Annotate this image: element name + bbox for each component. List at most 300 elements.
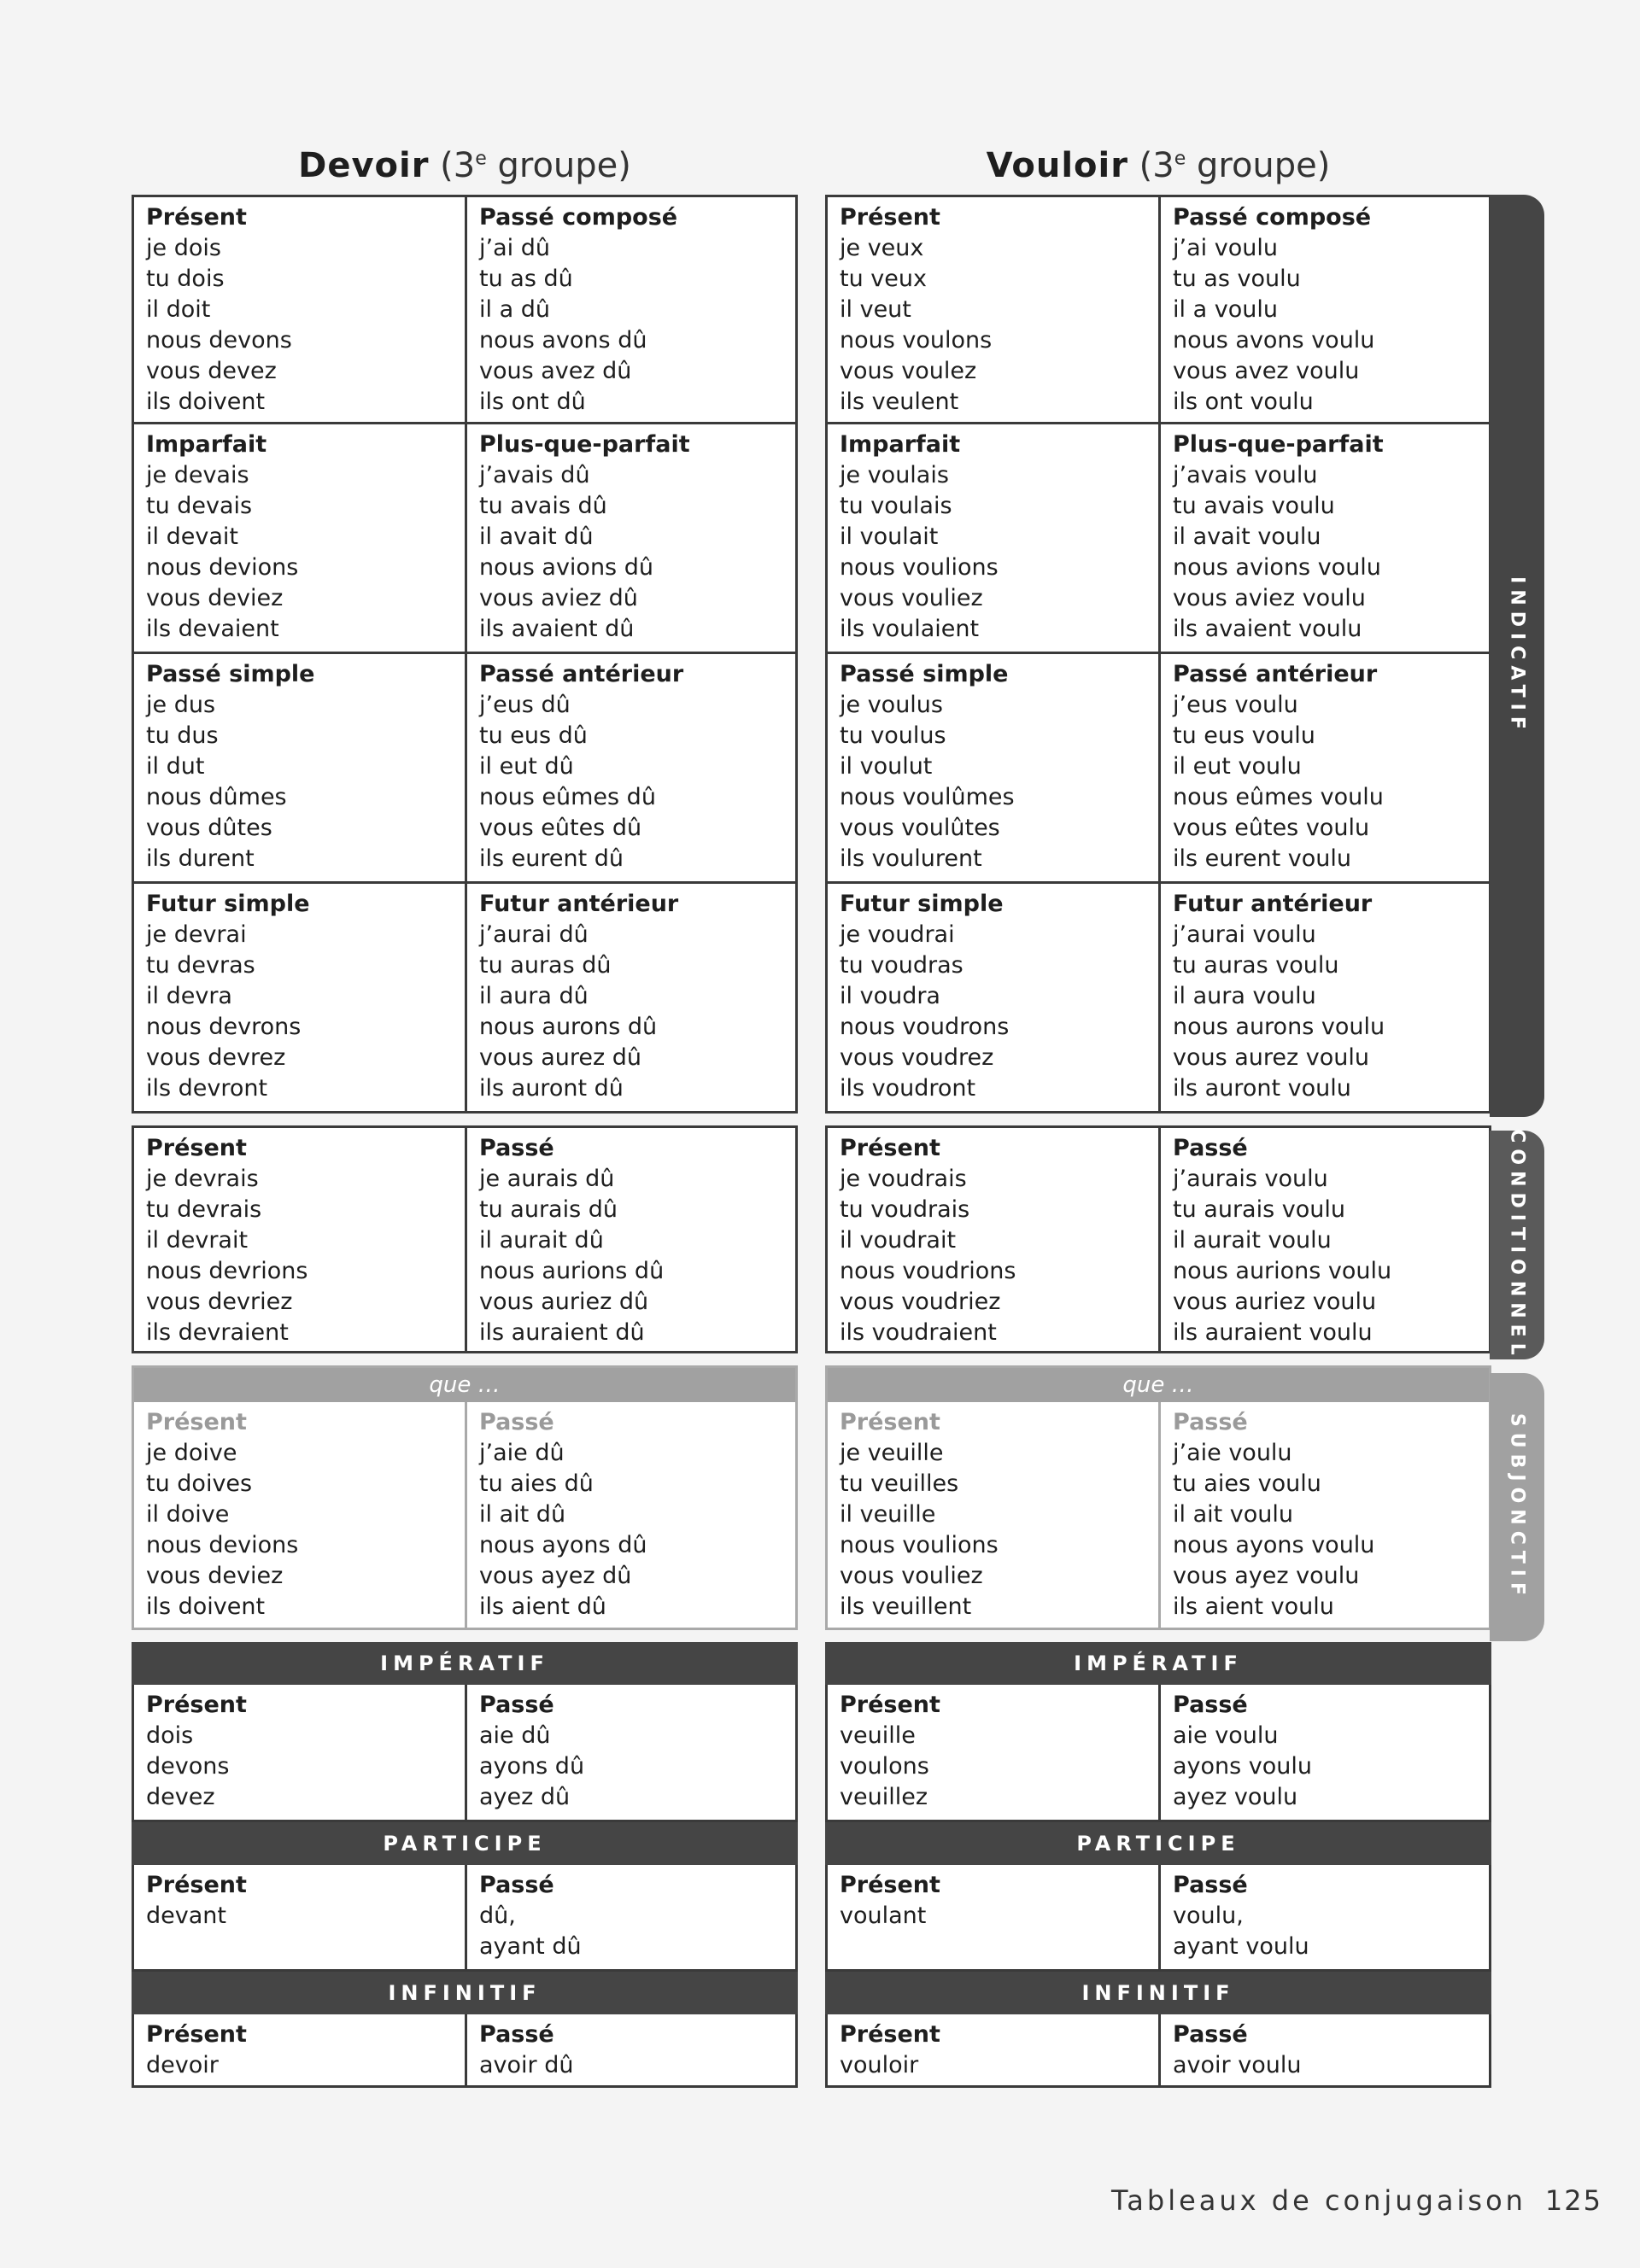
- tense-cell: [1158, 1402, 1489, 1628]
- conjugated-form: ils veuillent: [840, 1593, 972, 1620]
- tense-row: [134, 2014, 795, 2085]
- tense-name: Passé: [1173, 1409, 1248, 1435]
- tense-row: [134, 881, 795, 1111]
- que-header: que …: [828, 1368, 1489, 1402]
- imperatif-header: IMPÉRATIF: [132, 1642, 798, 1685]
- tense-row: [828, 1685, 1489, 1820]
- tense-name: Passé: [479, 1692, 554, 1718]
- tense-cell: [1158, 884, 1489, 1111]
- conjugated-form: ils devraient: [146, 1319, 289, 1346]
- tense-row: [828, 2014, 1489, 2085]
- tense-cell: [465, 424, 795, 652]
- tense-cell: [465, 1128, 795, 1351]
- tense-cell: [828, 1402, 1158, 1628]
- conjugated-form: il a voulu: [1173, 296, 1278, 323]
- page-number: 125: [1544, 2184, 1602, 2217]
- conjugated-form: vous eûtes voulu: [1173, 815, 1370, 841]
- tense-name: Présent: [146, 2021, 247, 2048]
- spacer: [132, 1114, 798, 1125]
- conjugated-form: il aura dû: [479, 983, 589, 1009]
- conjugated-form: nous dûmes: [146, 784, 287, 810]
- conjugated-form: voulu,: [1173, 1903, 1244, 1929]
- conjugated-form: il eut voulu: [1173, 753, 1302, 780]
- tense-row: [134, 1402, 795, 1628]
- tense-row: [828, 1128, 1489, 1351]
- tense-cell: [1158, 654, 1489, 881]
- conjugated-form: ils auraient voulu: [1173, 1319, 1373, 1346]
- spacer: [132, 1630, 798, 1642]
- conjugated-form: vous aurez dû: [479, 1044, 642, 1071]
- conjugated-form: j’aurai dû: [479, 921, 589, 948]
- conjugated-form: ils devront: [146, 1075, 268, 1102]
- conjugated-form: il veuille: [840, 1501, 936, 1528]
- conjugated-form: tu aurais dû: [479, 1196, 618, 1223]
- tense-cell: [134, 1402, 465, 1628]
- tense-name: Présent: [840, 1135, 940, 1161]
- conjugated-form: tu aies dû: [479, 1470, 594, 1497]
- conjugated-form: je dois: [146, 235, 221, 261]
- conjugated-form: nous voudrons: [840, 1014, 1010, 1040]
- group-suffix: groupe): [486, 146, 631, 185]
- conjugated-form: vous voulûtes: [840, 815, 1000, 841]
- tense-cell: [465, 1685, 795, 1820]
- verb-name: Vouloir: [986, 146, 1128, 185]
- conjugated-form: nous eûmes dû: [479, 784, 656, 810]
- conjugated-form: je veuille: [840, 1440, 944, 1466]
- conjugated-form: ils devaient: [146, 616, 279, 642]
- tab-conditionnel: [1490, 1131, 1544, 1359]
- que-header: que …: [134, 1368, 795, 1402]
- spacer: [132, 1353, 798, 1365]
- tense-name: Futur simple: [840, 891, 1004, 917]
- conjugated-form: il ait dû: [479, 1501, 566, 1528]
- tense-row: [134, 1685, 795, 1820]
- tense-name: Futur simple: [146, 891, 310, 917]
- conjugated-form: nous aurons dû: [479, 1014, 658, 1040]
- spacer: [825, 1114, 1491, 1125]
- verb-table-vouloir: [825, 137, 1491, 2088]
- conjugated-form: aie voulu: [1173, 1722, 1279, 1749]
- participe-header: PARTICIPE: [132, 1822, 798, 1865]
- conjugated-form: tu as dû: [479, 266, 573, 292]
- tense-name: Passé composé: [479, 204, 678, 231]
- conditionnel-table: [825, 1125, 1491, 1353]
- conjugated-form: ayant voulu: [1173, 1933, 1309, 1960]
- tense-cell: [1158, 1865, 1489, 1969]
- conjugated-form: tu veux: [840, 266, 927, 292]
- conjugated-form: nous eûmes voulu: [1173, 784, 1384, 810]
- conjugated-form: veuillez: [840, 1784, 928, 1810]
- spacer: [825, 1630, 1491, 1642]
- conjugated-form: il doit: [146, 296, 211, 323]
- conjugated-form: vous voudriez: [840, 1289, 1001, 1315]
- conjugated-form: tu dus: [146, 722, 219, 749]
- conjugated-form: il devait: [146, 523, 238, 550]
- infinitif-header: INFINITIF: [132, 1972, 798, 2014]
- conjugated-form: nous devions: [146, 554, 299, 581]
- conjugated-form: ils ont voulu: [1173, 389, 1314, 415]
- conjugated-form: j’aurai voulu: [1173, 921, 1316, 948]
- tense-row: [828, 422, 1489, 652]
- verb-title: [825, 137, 1491, 195]
- tense-cell: [134, 654, 465, 881]
- conjugated-form: tu voulais: [840, 493, 952, 519]
- conjugated-form: nous devons: [146, 327, 292, 354]
- conjugated-form: tu devras: [146, 952, 255, 979]
- conjugated-form: je veux: [840, 235, 924, 261]
- conjugated-form: il aura voulu: [1173, 983, 1316, 1009]
- group-prefix: (3: [440, 146, 476, 185]
- tense-name: Passé simple: [146, 661, 315, 687]
- infinitif-table: [825, 2014, 1491, 2088]
- conjugated-form: vous vouliez: [840, 585, 983, 611]
- tense-name: Présent: [840, 1692, 940, 1718]
- conjugated-form: nous voulûmes: [840, 784, 1015, 810]
- conjugated-form: dû,: [479, 1903, 516, 1929]
- tense-name: Présent: [146, 1692, 247, 1718]
- conjugated-form: dois: [146, 1722, 194, 1749]
- conjugated-form: j’eus voulu: [1173, 692, 1298, 718]
- page-footer: [1111, 2184, 1602, 2217]
- conjugated-form: devons: [146, 1753, 230, 1780]
- imperatif-header: IMPÉRATIF: [825, 1642, 1491, 1685]
- conjugated-form: vous devriez: [146, 1289, 293, 1315]
- conjugated-form: vous auriez dû: [479, 1289, 649, 1315]
- conjugated-form: tu aies voulu: [1173, 1470, 1321, 1497]
- tense-row: [828, 881, 1489, 1111]
- conjugated-form: ils eurent dû: [479, 845, 624, 872]
- conjugated-form: je devais: [146, 462, 249, 488]
- tense-name: Passé: [479, 1135, 554, 1161]
- conjugated-form: ils auraient dû: [479, 1319, 645, 1346]
- conjugated-form: vous devez: [146, 358, 277, 384]
- conjugated-form: il voudra: [840, 983, 940, 1009]
- tense-name: Présent: [146, 1872, 247, 1898]
- tense-cell: [828, 1685, 1158, 1820]
- tense-row: [134, 422, 795, 652]
- conjugated-form: il ait voulu: [1173, 1501, 1294, 1528]
- tense-row: [134, 197, 795, 422]
- tense-name: Présent: [840, 2021, 940, 2048]
- conjugated-form: aie dû: [479, 1722, 551, 1749]
- footer-section-title: Tableaux de conjugaison: [1111, 2184, 1526, 2217]
- conjugated-form: je devrai: [146, 921, 247, 948]
- conjugated-form: il avait dû: [479, 523, 594, 550]
- conjugated-form: tu auras voulu: [1173, 952, 1339, 979]
- conjugated-form: je voudrais: [840, 1166, 967, 1192]
- conjugated-form: ils voudraient: [840, 1319, 997, 1346]
- tense-row: [828, 197, 1489, 422]
- tense-cell: [465, 884, 795, 1111]
- group-suffix: groupe): [1186, 146, 1331, 185]
- conjugated-form: j’ai voulu: [1173, 235, 1278, 261]
- conjugated-form: j’ai dû: [479, 235, 550, 261]
- verb-name: Devoir: [298, 146, 430, 185]
- conjugated-form: vous aviez dû: [479, 585, 638, 611]
- conjugated-form: nous devions: [146, 1532, 299, 1558]
- tense-cell: [1158, 2014, 1489, 2085]
- conjugated-form: vous deviez: [146, 1563, 284, 1589]
- conjugated-form: j’aie voulu: [1173, 1440, 1292, 1466]
- conjugated-form: il voulut: [840, 753, 933, 780]
- conjugated-form: tu voudras: [840, 952, 964, 979]
- conjugated-form: tu as voulu: [1173, 266, 1301, 292]
- tense-cell: [465, 197, 795, 422]
- conjugated-form: j’avais dû: [479, 462, 590, 488]
- conjugated-form: nous avions voulu: [1173, 554, 1381, 581]
- tense-cell: [134, 1865, 465, 1969]
- verb-group: [440, 146, 631, 185]
- conjugated-form: tu dois: [146, 266, 225, 292]
- conjugated-form: ils doivent: [146, 1593, 266, 1620]
- participe-header: PARTICIPE: [825, 1822, 1491, 1865]
- conjugated-form: vous vouliez: [840, 1563, 983, 1589]
- conjugated-form: nous voulons: [840, 327, 993, 354]
- tense-name: Passé: [479, 1409, 554, 1435]
- conjugated-form: je voudrai: [840, 921, 955, 948]
- conjugated-form: nous aurons voulu: [1173, 1014, 1385, 1040]
- tense-name: Présent: [146, 1409, 247, 1435]
- tense-row: [828, 1402, 1489, 1628]
- conjugated-form: nous avons dû: [479, 327, 647, 354]
- conjugated-form: nous voulions: [840, 1532, 999, 1558]
- tense-name: Présent: [840, 1409, 940, 1435]
- conjugated-form: il eut dû: [479, 753, 574, 780]
- conjugated-form: il voudrait: [840, 1227, 957, 1254]
- conjugated-form: vous eûtes dû: [479, 815, 642, 841]
- conjugated-form: il aurait voulu: [1173, 1227, 1332, 1254]
- conjugated-form: ayant dû: [479, 1933, 582, 1960]
- conjugated-form: ils eurent voulu: [1173, 845, 1351, 872]
- conjugated-form: vous aviez voulu: [1173, 585, 1366, 611]
- tense-row: [828, 1865, 1489, 1969]
- tab-indicatif: [1490, 195, 1544, 1117]
- conjugated-form: il aurait dû: [479, 1227, 604, 1254]
- tense-cell: [828, 1128, 1158, 1351]
- conjugated-form: nous devrions: [146, 1258, 308, 1284]
- conjugated-form: vous deviez: [146, 585, 284, 611]
- conjugated-form: tu doives: [146, 1470, 253, 1497]
- conjugated-form: vous auriez voulu: [1173, 1289, 1377, 1315]
- conjugated-form: nous ayons dû: [479, 1532, 647, 1558]
- tense-row: [828, 652, 1489, 881]
- tense-cell: [134, 424, 465, 652]
- conjugated-form: tu avais voulu: [1173, 493, 1335, 519]
- tense-name: Imparfait: [146, 431, 267, 458]
- conjugated-form: il dut: [146, 753, 205, 780]
- tab-subjonctif: [1490, 1373, 1544, 1641]
- conjugated-form: tu voudrais: [840, 1196, 970, 1223]
- conjugated-form: vous ayez voulu: [1173, 1563, 1360, 1589]
- tense-cell: [465, 1865, 795, 1969]
- conjugated-form: vous ayez dû: [479, 1563, 632, 1589]
- tense-name: Passé: [1173, 1135, 1248, 1161]
- tense-name: Présent: [146, 204, 247, 231]
- conjugated-form: ils aient voulu: [1173, 1593, 1334, 1620]
- conjugated-form: ils aient dû: [479, 1593, 606, 1620]
- tense-name: Plus-que-parfait: [1173, 431, 1384, 458]
- participe-table: [132, 1865, 798, 1972]
- tense-cell: [465, 2014, 795, 2085]
- conjugated-form: je voulus: [840, 692, 943, 718]
- conjugated-form: il avait voulu: [1173, 523, 1321, 550]
- imperatif-table: [825, 1685, 1491, 1822]
- tense-name: Passé: [1173, 1692, 1248, 1718]
- conjugated-form: j’eus dû: [479, 692, 571, 718]
- conjugated-form: ayez dû: [479, 1784, 571, 1810]
- tense-row: [134, 1128, 795, 1351]
- tense-name: Présent: [146, 1135, 247, 1161]
- tense-cell: [134, 2014, 465, 2085]
- conjugated-form: je aurais dû: [479, 1166, 615, 1192]
- conjugated-form: je devrais: [146, 1166, 259, 1192]
- conjugated-form: ils voudront: [840, 1075, 976, 1102]
- conjugated-form: nous aurions dû: [479, 1258, 665, 1284]
- conjugated-form: ils ont dû: [479, 389, 586, 415]
- tense-cell: [134, 1128, 465, 1351]
- tense-name: Passé composé: [1173, 204, 1372, 231]
- conjugated-form: il doive: [146, 1501, 230, 1528]
- tense-cell: [465, 1402, 795, 1628]
- conjugated-form: j’aie dû: [479, 1440, 565, 1466]
- tense-cell: [828, 424, 1158, 652]
- conjugated-form: vous voudrez: [840, 1044, 994, 1071]
- tense-name: Passé: [1173, 1872, 1248, 1898]
- conjugated-form: tu eus voulu: [1173, 722, 1315, 749]
- infinitif-header: INFINITIF: [825, 1972, 1491, 2014]
- conjugated-form: j’aurais voulu: [1173, 1166, 1328, 1192]
- conjugated-form: il devrait: [146, 1227, 249, 1254]
- conjugated-form: ayez voulu: [1173, 1784, 1298, 1810]
- tense-name: Futur antérieur: [479, 891, 679, 917]
- conjugated-form: devoir: [146, 2052, 219, 2078]
- conjugated-form: voulons: [840, 1753, 929, 1780]
- conjugated-form: ils veulent: [840, 389, 959, 415]
- tense-row: [134, 652, 795, 881]
- conjugated-form: vous aurez voulu: [1173, 1044, 1370, 1071]
- conjugated-form: voulant: [840, 1903, 927, 1929]
- conjugated-form: ayons voulu: [1173, 1753, 1313, 1780]
- subjonctif-table: [825, 1365, 1491, 1630]
- group-prefix: (3: [1139, 146, 1174, 185]
- indicatif-table: [132, 195, 798, 1114]
- conjugated-form: nous devrons: [146, 1014, 302, 1040]
- conjugated-form: je dus: [146, 692, 216, 718]
- imperatif-table: [132, 1685, 798, 1822]
- conjugated-form: il a dû: [479, 296, 550, 323]
- conjugated-form: veuille: [840, 1722, 916, 1749]
- tab-subjonctif-label: SUBJONCTIF: [1506, 1412, 1528, 1602]
- conjugated-form: je voulais: [840, 462, 949, 488]
- tense-name: Présent: [840, 1872, 940, 1898]
- conjugated-form: tu veuilles: [840, 1470, 959, 1497]
- conjugated-form: vous voulez: [840, 358, 977, 384]
- tense-cell: [134, 1685, 465, 1820]
- conjugated-form: ils voulurent: [840, 845, 982, 872]
- tense-cell: [1158, 197, 1489, 422]
- conjugated-form: tu devais: [146, 493, 253, 519]
- conjugated-form: il devra: [146, 983, 232, 1009]
- conjugated-form: je doive: [146, 1440, 237, 1466]
- conjugated-form: devez: [146, 1784, 215, 1810]
- verb-group: [1139, 146, 1331, 185]
- tense-name: Passé: [479, 1872, 554, 1898]
- conjugated-form: j’avais voulu: [1173, 462, 1318, 488]
- conjugated-form: ils auront voulu: [1173, 1075, 1351, 1102]
- conjugated-form: tu aurais voulu: [1173, 1196, 1345, 1223]
- tense-cell: [828, 1865, 1158, 1969]
- tense-name: Passé: [1173, 2021, 1248, 2048]
- verb-table-devoir: [132, 137, 798, 2088]
- tense-name: Présent: [840, 204, 940, 231]
- tense-cell: [465, 654, 795, 881]
- infinitif-table: [132, 2014, 798, 2088]
- tense-cell: [828, 2014, 1158, 2085]
- conjugated-form: ils auront dû: [479, 1075, 624, 1102]
- group-superscript: e: [1174, 148, 1186, 170]
- tense-name: Plus-que-parfait: [479, 431, 690, 458]
- verb-title: [132, 137, 798, 195]
- conjugated-form: nous aurions voulu: [1173, 1258, 1392, 1284]
- tense-name: Futur antérieur: [1173, 891, 1373, 917]
- conjugated-form: vous avez voulu: [1173, 358, 1360, 384]
- tab-conditionnel-label: CONDITIONNEL: [1506, 1129, 1528, 1361]
- conjugated-form: ils avaient voulu: [1173, 616, 1362, 642]
- tense-cell: [134, 884, 465, 1111]
- conjugated-form: ils voulaient: [840, 616, 980, 642]
- tense-cell: [828, 884, 1158, 1111]
- tense-cell: [828, 654, 1158, 881]
- imperatif-participe-infinitif-block: [132, 1642, 798, 2088]
- tense-name: Passé simple: [840, 661, 1009, 687]
- conjugated-form: nous avions dû: [479, 554, 653, 581]
- conjugated-form: nous voulions: [840, 554, 999, 581]
- conjugated-form: devant: [146, 1903, 226, 1929]
- conjugated-form: ayons dû: [479, 1753, 585, 1780]
- conjugated-form: tu devrais: [146, 1196, 262, 1223]
- group-superscript: e: [475, 148, 487, 170]
- conjugated-form: il veut: [840, 296, 911, 323]
- tense-cell: [1158, 1685, 1489, 1820]
- tense-name: Passé: [479, 2021, 554, 2048]
- tense-cell: [134, 197, 465, 422]
- indicatif-table: [825, 195, 1491, 1114]
- conjugated-form: vouloir: [840, 2052, 919, 2078]
- conjugated-form: ils doivent: [146, 389, 266, 415]
- conjugated-form: ils avaient dû: [479, 616, 635, 642]
- conjugated-form: il voulait: [840, 523, 939, 550]
- conjugated-form: avoir voulu: [1173, 2052, 1302, 2078]
- conjugated-form: tu eus dû: [479, 722, 588, 749]
- conjugated-form: tu auras dû: [479, 952, 612, 979]
- spacer: [825, 1353, 1491, 1365]
- conjugated-form: nous avons voulu: [1173, 327, 1375, 354]
- conjugated-form: vous avez dû: [479, 358, 632, 384]
- tense-name: Passé antérieur: [479, 661, 684, 687]
- conjugated-form: nous ayons voulu: [1173, 1532, 1375, 1558]
- tense-cell: [1158, 424, 1489, 652]
- tense-name: Imparfait: [840, 431, 961, 458]
- tab-indicatif-label: INDICATIF: [1506, 576, 1528, 735]
- participe-table: [825, 1865, 1491, 1972]
- conjugated-form: tu voulus: [840, 722, 946, 749]
- conjugated-form: vous devrez: [146, 1044, 286, 1071]
- conjugated-form: vous dûtes: [146, 815, 272, 841]
- subjonctif-table: [132, 1365, 798, 1630]
- tense-cell: [828, 197, 1158, 422]
- conjugated-form: tu avais dû: [479, 493, 607, 519]
- imperatif-participe-infinitif-block: [825, 1642, 1491, 2088]
